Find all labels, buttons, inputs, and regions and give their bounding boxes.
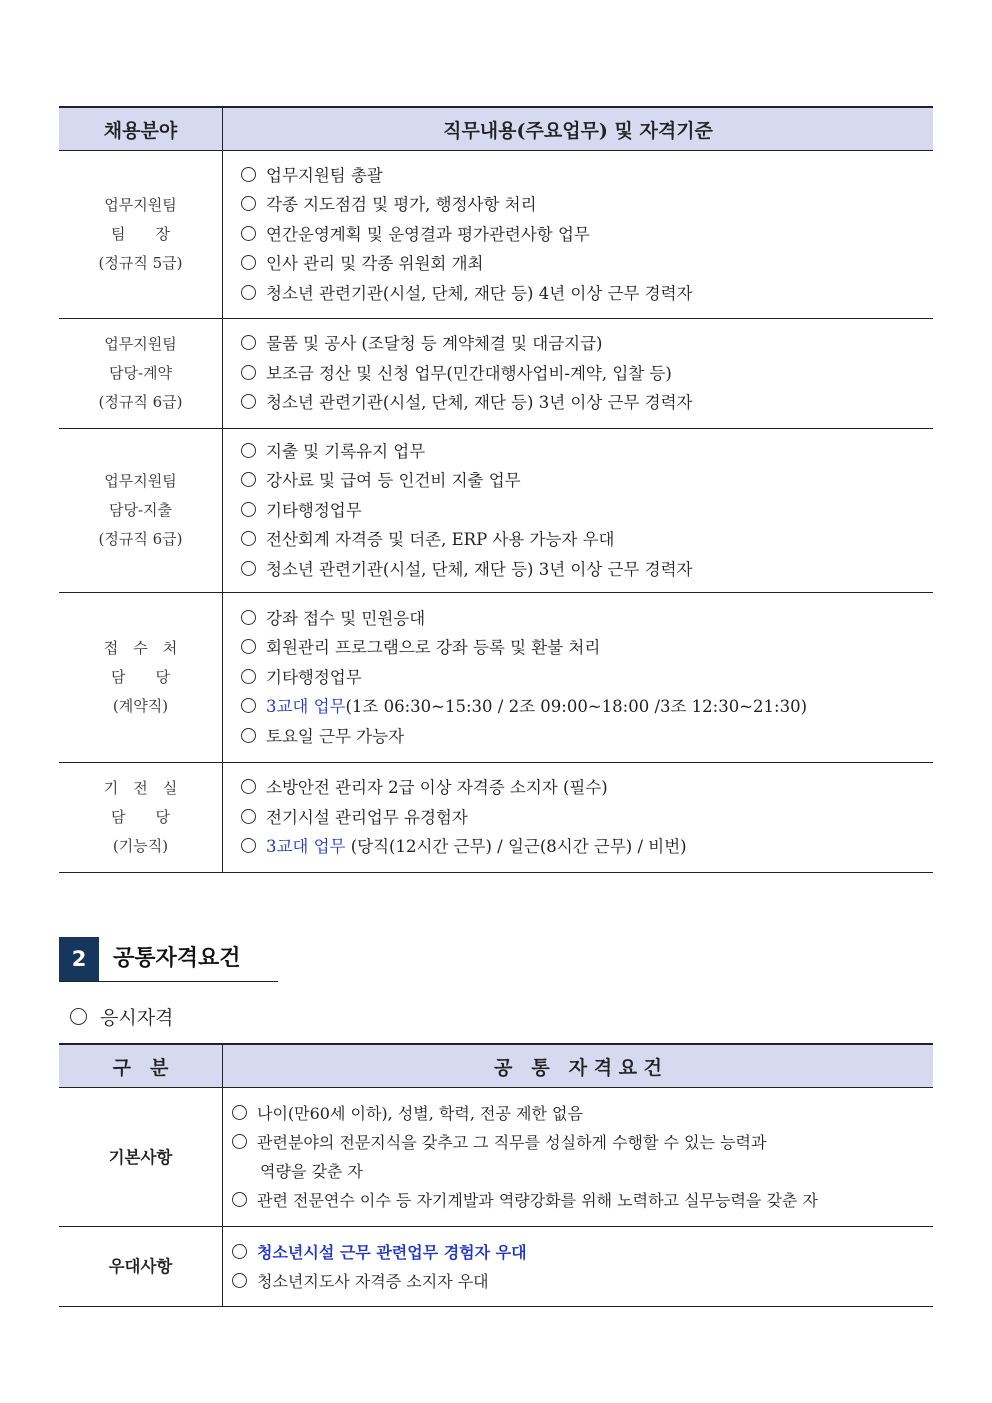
circle-bullet-icon [241, 502, 256, 517]
list-item: 전기시설 관리업무 유경험자 [241, 803, 933, 833]
list-item: 청소년지도사 자격증 소지자 우대 [232, 1267, 933, 1296]
field-team: 업무지원팀 [104, 472, 177, 490]
list-item: 강좌 접수 및 민원응대 [241, 604, 933, 634]
list-item: 기타행정업무 [241, 496, 933, 526]
field-grade: (기능직) [112, 837, 169, 855]
header-requirements: 공 통 자 격 요 건 [223, 1044, 934, 1088]
list-item: 인사 관리 및 각종 위원회 개최 [241, 249, 933, 279]
section-heading [59, 937, 278, 982]
category-cell: 우대사항 [59, 1227, 223, 1307]
circle-bullet-icon [241, 226, 256, 241]
circle-bullet-icon [232, 1273, 247, 1288]
field-role: 담당-지출 [108, 501, 173, 519]
circle-bullet-icon [241, 698, 256, 713]
list-item-continuation: 역량을 갖춘 자 [260, 1162, 363, 1181]
table-header-row [59, 107, 933, 151]
field-cell [59, 763, 223, 873]
list-item: 각종 지도점검 및 평가, 행정사항 처리 [241, 190, 933, 220]
list-item: 지출 및 기록유지 업무 [241, 437, 933, 467]
field-role: 담 당 [111, 668, 170, 686]
list-item: 관련 전문연수 이수 등 자기계발과 역량강화를 위해 노력하고 실무능력을 갖춘 자 [232, 1186, 933, 1215]
list-item: 기타행정업무 [241, 663, 933, 693]
circle-bullet-icon [241, 838, 256, 853]
list-item: 청소년 관련기관(시설, 단체, 재단 등) 3년 이상 근무 경력자 [241, 555, 933, 585]
circle-bullet-icon [241, 335, 256, 350]
field-cell [59, 429, 223, 593]
table-row [59, 763, 933, 873]
list-item: 회원관리 프로그램으로 강좌 등록 및 환불 처리 [241, 633, 933, 663]
field-team: 접 수 처 [103, 639, 178, 657]
section-number: 2 [59, 937, 99, 981]
requirements-cell [223, 1088, 934, 1227]
circle-bullet-icon [232, 1105, 247, 1120]
circle-bullet-icon [241, 394, 256, 409]
qualifications-table [59, 1043, 933, 1307]
list-item: 청소년시설 근무 관련업무 경험자 우대 [232, 1238, 933, 1267]
list-item: 보조금 정산 및 신청 업무(민간대행사업비-계약, 입찰 등) [241, 359, 933, 389]
list-item: 청소년 관련기관(시설, 단체, 재단 등) 4년 이상 근무 경력자 [241, 279, 933, 309]
list-item: 토요일 근무 가능자 [241, 722, 933, 752]
circle-bullet-icon [241, 443, 256, 458]
circle-bullet-icon [241, 610, 256, 625]
subsection-title: 응시자격 [100, 1007, 174, 1029]
field-role: 팀 장 [111, 225, 170, 243]
list-item [241, 692, 933, 722]
header-category: 구 분 [59, 1044, 223, 1088]
field-cell [59, 319, 223, 429]
list-item: 청소년 관련기관(시설, 단체, 재단 등) 3년 이상 근무 경력자 [241, 388, 933, 418]
field-grade: (계약직) [112, 697, 169, 715]
category-cell: 기본사항 [59, 1088, 223, 1227]
circle-bullet-icon [241, 809, 256, 824]
circle-bullet-icon [232, 1134, 247, 1149]
list-item: 연간운영계획 및 운영결과 평가관련사항 업무 [241, 220, 933, 250]
header-field: 채용분야 [59, 107, 223, 151]
circle-bullet-icon [241, 561, 256, 576]
field-team: 업무지원팀 [104, 196, 177, 214]
circle-bullet-icon [241, 365, 256, 380]
circle-bullet-icon [241, 472, 256, 487]
table-row [59, 1227, 933, 1307]
requirements-cell [223, 1227, 934, 1307]
list-item [241, 832, 933, 862]
circle-bullet-icon [241, 196, 256, 211]
shift-highlight: 3교대 업무 [266, 697, 346, 717]
table-row [59, 1088, 933, 1227]
circle-bullet-icon [232, 1192, 247, 1207]
list-item: 업무지원팀 총괄 [241, 161, 933, 191]
list-item: 나이(만60세 이하), 성별, 학력, 전공 제한 없음 [232, 1099, 933, 1128]
duties-cell [223, 151, 934, 319]
list-item: 전산회계 자격증 및 더존, ERP 사용 가능자 우대 [241, 525, 933, 555]
circle-bullet-icon [241, 779, 256, 794]
duties-cell [223, 319, 934, 429]
field-role: 담 당 [111, 808, 170, 826]
shift-highlight: 3교대 업무 [266, 837, 346, 857]
shift-detail: (1조 06:30~15:30 / 2조 09:00~18:00 /3조 12:30~21:30) [345, 697, 808, 717]
table-row [59, 593, 933, 763]
circle-bullet-icon [232, 1244, 247, 1259]
circle-bullet-icon [241, 255, 256, 270]
field-grade: (정규직 6급) [98, 393, 183, 411]
list-item: 강사료 및 급여 등 인건비 지출 업무 [241, 466, 933, 496]
field-team: 업무지원팀 [104, 335, 177, 353]
subsection-heading [70, 1003, 173, 1033]
circle-bullet-icon [70, 1008, 87, 1025]
table-row [59, 429, 933, 593]
duties-cell [223, 593, 934, 763]
circle-bullet-icon [241, 531, 256, 546]
table-header-row [59, 1044, 933, 1088]
circle-bullet-icon [241, 728, 256, 743]
field-cell [59, 593, 223, 763]
circle-bullet-icon [241, 639, 256, 654]
list-item: 소방안전 관리자 2급 이상 자격증 소지자 (필수) [241, 773, 933, 803]
list-item: 관련분야의 전문지식을 갖추고 그 직무를 성실하게 수행할 수 있는 능력과 [232, 1128, 933, 1157]
field-role: 담당-계약 [108, 364, 173, 382]
table-row [59, 151, 933, 319]
field-cell [59, 151, 223, 319]
list-item: 물품 및 공사 (조달청 등 계약체결 및 대금지급) [241, 329, 933, 359]
field-grade: (정규직 6급) [98, 530, 183, 548]
duties-cell [223, 763, 934, 873]
section-title: 공통자격요건 [113, 946, 241, 971]
circle-bullet-icon [241, 167, 256, 182]
duties-cell [223, 429, 934, 593]
table-row [59, 319, 933, 429]
field-team: 기 전 실 [103, 779, 178, 797]
header-duties: 직무내용(주요업무) 및 자격기준 [223, 107, 934, 151]
field-grade: (정규직 5급) [98, 254, 183, 272]
shift-detail: (당직(12시간 근무) / 일근(8시간 근무) / 비번) [345, 837, 687, 857]
circle-bullet-icon [241, 669, 256, 684]
circle-bullet-icon [241, 285, 256, 300]
job-duties-table [59, 106, 933, 873]
